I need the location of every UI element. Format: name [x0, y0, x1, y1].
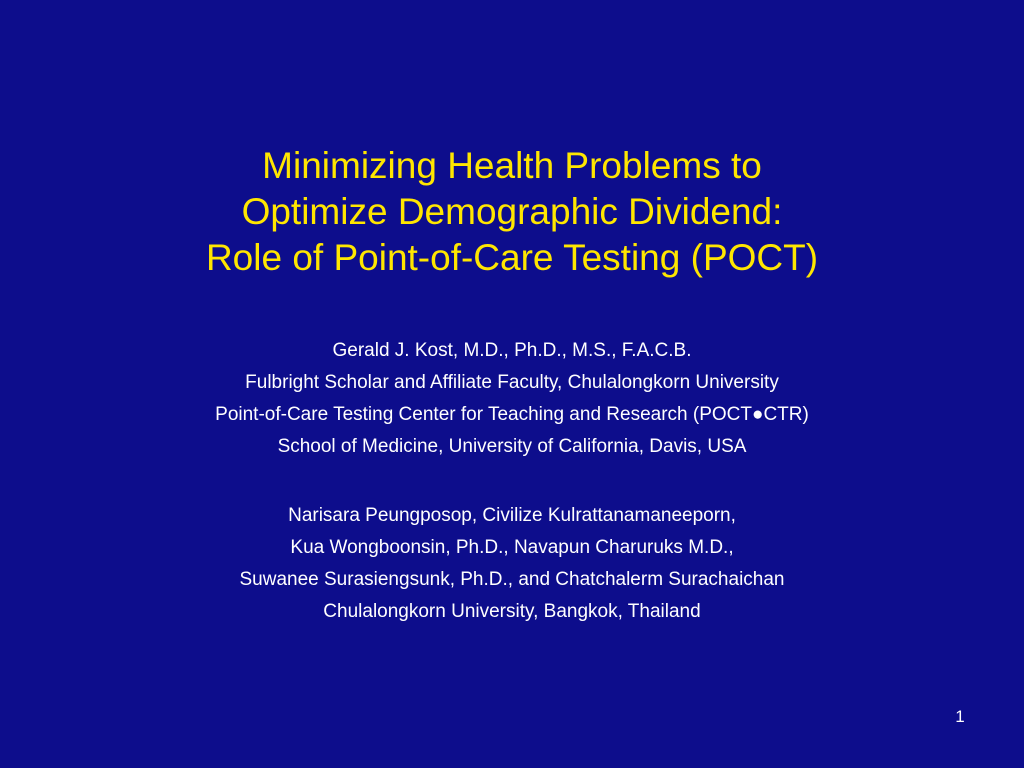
title-line-3: Role of Point-of-Care Testing (POCT)	[205, 237, 819, 278]
co-author-line-3: Suwanee Surasiengsunk, Ph.D., and Chatchalerm Surachaichan	[239, 569, 785, 590]
co-author-line-1: Narisara Peungposop, Civilize Kulrattanamaneeporn,	[288, 505, 736, 526]
title-line-1: Minimizing Health Problems to	[262, 145, 762, 186]
author-line-2: Fulbright Scholar and Affiliate Faculty, Chulalongkorn University	[245, 372, 779, 393]
author-line-1: Gerald J. Kost, M.D., Ph.D., M.S., F.A.C.B.	[332, 340, 692, 361]
author-affiliation-block	[0, 335, 1024, 463]
slide-page-number: 1	[955, 707, 965, 726]
co-author-line-2: Kua Wongboonsin, Ph.D., Navapun Charuruks M.D.,	[290, 537, 734, 558]
author-line-3: Point-of-Care Testing Center for Teaching and Research (POCT●CTR)	[215, 404, 809, 425]
title-line-2: Optimize Demographic Dividend:	[241, 191, 783, 232]
co-author-block	[0, 500, 1024, 628]
co-author-line-4: Chulalongkorn University, Bangkok, Thailand	[323, 601, 701, 622]
author-line-4: School of Medicine, University of California, Davis, USA	[277, 436, 747, 457]
slide-title	[0, 143, 1024, 281]
